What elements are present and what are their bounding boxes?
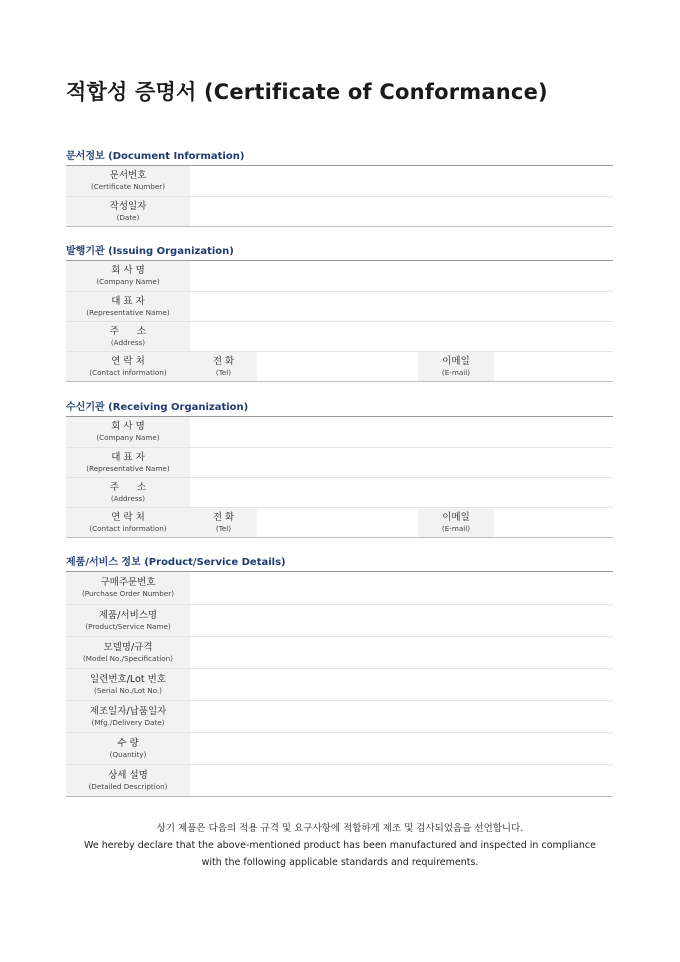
label-ko: 작성일자 [109,200,147,212]
label-ko: 대 표 자 [111,451,145,463]
declaration-text [40,820,640,871]
tel-label [190,507,257,537]
label-ko: 일련번호/Lot 번호 [90,673,166,685]
table-row [66,417,613,447]
field-label [66,417,190,447]
email-label [418,351,494,381]
detailed-description-field[interactable] [190,764,613,796]
receiving-representative-field[interactable] [190,447,613,477]
issuing-address-field[interactable] [190,321,613,351]
label-en: (Address) [110,337,146,347]
label-en: (Product/Service Name) [85,621,171,631]
issuing-org-table [66,261,613,382]
label-en: (Date) [116,212,140,222]
field-label [66,196,190,226]
receiving-tel-field[interactable] [257,507,418,537]
label-ko: 전 화 [212,511,235,523]
table-row [66,604,613,636]
date-field[interactable] [190,196,613,226]
field-label [66,572,190,604]
label-en: (Company Name) [96,433,160,443]
label-ko: 상세 설명 [108,769,148,781]
label-ko: 수 량 [117,737,139,749]
receiving-address-field[interactable] [190,477,613,507]
label-ko: 주 소 [109,325,147,337]
field-label [66,291,190,321]
table-row [66,572,613,604]
table-row [66,166,613,196]
label-ko: 제조일자/납품일자 [89,705,167,717]
label-en: (Company Name) [96,277,160,287]
label-ko: 이메일 [442,511,470,523]
label-en: (Address) [110,493,146,503]
table-row [66,764,613,796]
quantity-field[interactable] [190,732,613,764]
email-label [418,507,494,537]
document-info-table [66,166,613,227]
table-row [66,261,613,291]
receiving-org-table [66,417,613,538]
field-label [66,261,190,291]
field-label [66,447,190,477]
label-en: (Serial No./Lot No.) [94,685,162,695]
table-row [66,447,613,477]
table-row [66,321,613,351]
page-title: 적합성 증명서 (Certificate of Conformance) [66,80,548,104]
label-ko: 모델명/규격 [103,641,153,653]
issuing-email-field[interactable] [494,351,613,381]
declaration-ko: 상기 제품은 다음의 적용 규격 및 요구사항에 적합하게 제조 및 검사되었음을 선언합니다. [156,823,524,834]
label-en: (Representative Name) [86,463,170,473]
label-ko: 구매주문번호 [100,577,156,589]
table-row [66,291,613,321]
section-title-issuing: 발행기관 (Issuing Organization) [66,246,234,257]
product-details-table [66,572,613,797]
issuing-representative-field[interactable] [190,291,613,321]
field-label [66,700,190,732]
label-ko: 회 사 명 [111,265,145,277]
tel-label [190,351,257,381]
label-ko: 이메일 [442,355,470,367]
section-title-receiving: 수신기관 (Receiving Organization) [66,402,249,413]
purchase-order-field[interactable] [190,572,613,604]
table-row [66,196,613,226]
label-en: (Detailed Description) [88,781,168,791]
field-label [66,477,190,507]
label-en: (Contact information) [89,367,167,377]
table-row [66,507,613,537]
receiving-email-field[interactable] [494,507,613,537]
label-ko: 대 표 자 [111,295,145,307]
label-en: (Tel) [215,523,232,533]
field-label [66,166,190,196]
issuing-tel-field[interactable] [257,351,418,381]
certificate-number-field[interactable] [190,166,613,196]
label-ko: 전 화 [212,355,235,367]
field-label [66,604,190,636]
label-en: (Representative Name) [86,307,170,317]
field-label [66,321,190,351]
table-row [66,477,613,507]
field-label [66,351,190,381]
label-ko: 제품/서비스명 [98,609,158,621]
label-en: (Quantity) [109,749,147,759]
table-row [66,668,613,700]
serial-lot-field[interactable] [190,668,613,700]
field-label [66,764,190,796]
field-label [66,668,190,700]
label-ko: 연 락 처 [111,355,145,367]
label-en: (E-mail) [441,523,471,533]
label-en: (Certificate Number) [90,182,166,192]
declaration-en-line2: with the following applicable standards and requirements. [201,857,479,868]
label-en: (Contact information) [89,523,167,533]
label-ko: 회 사 명 [111,421,145,433]
label-ko: 주 소 [109,481,147,493]
table-row [66,351,613,381]
product-name-field[interactable] [190,604,613,636]
table-row [66,732,613,764]
table-row [66,636,613,668]
section-title-product: 제품/서비스 정보 (Product/Service Details) [66,557,286,568]
section-title-document: 문서정보 (Document Information) [66,151,245,162]
receiving-company-name-field[interactable] [190,417,613,447]
label-en: (Tel) [215,367,232,377]
label-ko: 연 락 처 [111,511,145,523]
label-en: (Mfg./Delivery Date) [91,717,165,727]
model-spec-field[interactable] [190,636,613,668]
label-en: (Purchase Order Number) [81,589,175,599]
table-row [66,700,613,732]
label-en: (E-mail) [441,367,471,377]
field-label [66,507,190,537]
field-label [66,636,190,668]
mfg-delivery-date-field[interactable] [190,700,613,732]
label-en: (Model No./Specification) [83,653,173,663]
label-ko: 문서번호 [109,170,147,182]
declaration-en-line1: We hereby declare that the above-mentioned product has been manufactured and inspected in compliance [84,840,596,851]
issuing-company-name-field[interactable] [190,261,613,291]
field-label [66,732,190,764]
